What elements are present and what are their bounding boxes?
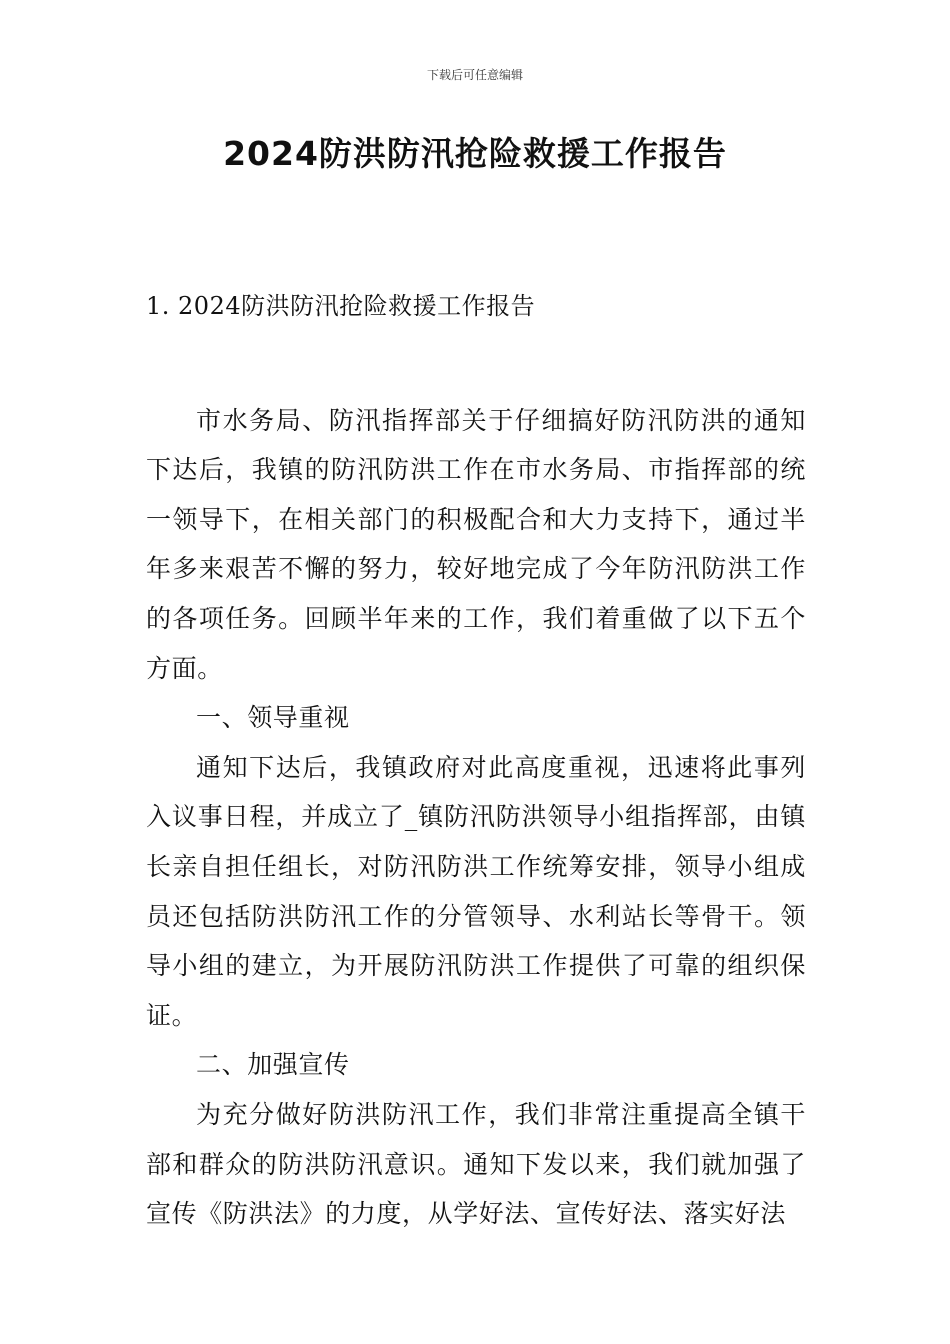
header-note: 下载后可任意编辑 [426,68,523,82]
document-title: 2024防洪防汛抢险救援工作报告 [223,134,727,173]
section-body-1: 通知下达后，我镇政府对此高度重视，迅速将此事列入议事日程，并成立了_镇防汛防洪领导小组指挥部，由镇长亲自担任组长，对防汛防洪工作统筹安排，领导小组成员还包括防洪防汛工作的分管领导、水利站长等骨干。领导小组的建立，为开展防汛防洪工作提供了可靠的组织保证。 [146,752,806,1030]
section-subtitle: 1. 2024防洪防汛抢险救援工作报告 [146,292,536,320]
section-body-2: 为充分做好防洪防汛工作，我们非常注重提高全镇干部和群众的防洪防汛意识。通知下发以来，我们就加强了宣传《防洪法》的力度，从学好法、宣传好法、落实好法 [146,1099,806,1229]
section-heading-2: 二、加强宣传 [196,1050,350,1080]
section-heading-1: 一、领导重视 [196,703,350,733]
document-body [146,282,806,1239]
intro-paragraph: 市水务局、防汛指挥部关于仔细搞好防汛防洪的通知下达后，我镇的防汛防洪工作在市水务局、市指挥部的统一领导下，在相关部门的积极配合和大力支持下，通过半年多来艰苦不懈的努力，较好地完成了今年防汛防洪工作的各项任务。回顾半年来的工作，我们着重做了以下五个方面。 [146,405,806,683]
